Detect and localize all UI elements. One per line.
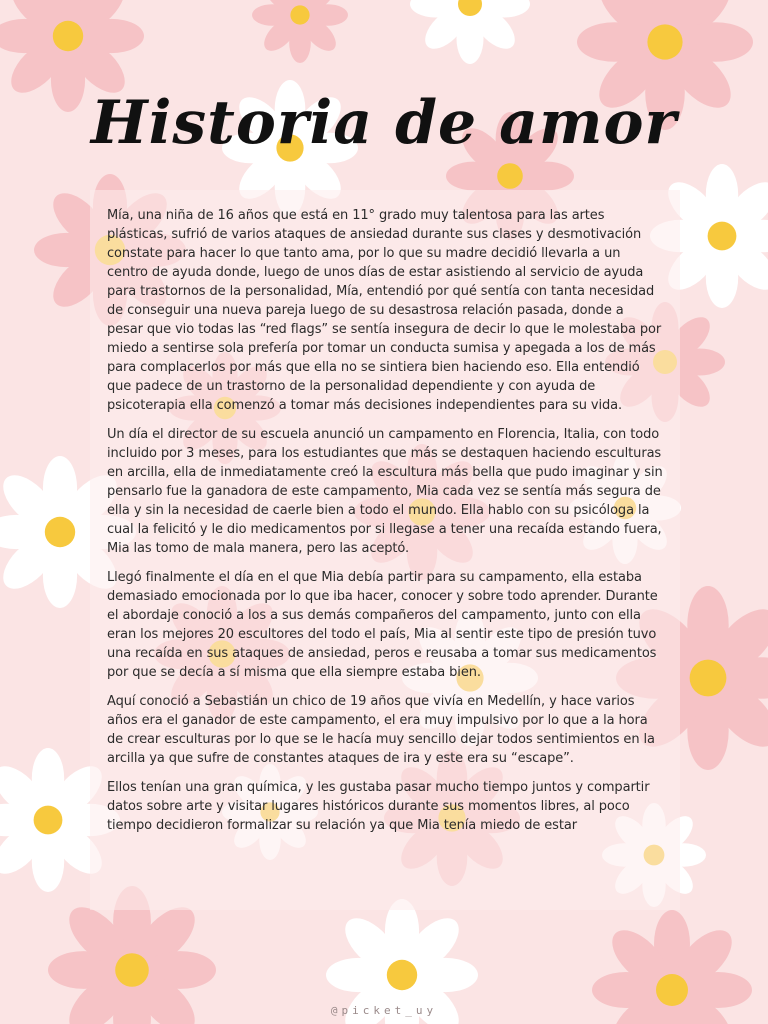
story-body: [107, 206, 663, 845]
page-title: Historia de amor: [90, 88, 678, 158]
watermark-handle: @picket_uy: [330, 1004, 438, 1017]
paragraph: Aquí conoció a Sebastián un chico de 19 años que vivía en Medellín, y hace varios años era el ganador de este campamento, el era muy impulsivo por lo que a la hora de crear esculturas por lo que se le hacía muy sencillo dejar todos sentimientos en la arcilla ya que sufre de constantes ataques de ira y este era su “escape”.: [107, 694, 655, 766]
paragraph: Un día el director de su escuela anunció un campamento en Florencia, Italia, con todo incluido por 3 meses, para los estudiantes que más se destaquen haciendo esculturas en arcilla, ella de inmediatamente creó la escultura más bella que pudo imaginar y sin pensarlo fue la ganadora de este campamento, Mia cada vez se sentía más segura de ella y sin la necesidad de caerle bien a todo el mundo. Ella hablo con su psicóloga la cual la felicitó y le dio medicamentos por si llegase a tener una recaída estando fuera, Mia las tomo de mala manera, pero las aceptó.: [107, 427, 663, 556]
paragraph: Ellos tenían una gran química, y les gustaba pasar mucho tiempo juntos y compartir datos sobre arte y visitar lugares históricos durante sus momentos libres, al poco tiempo decidieron formalizar su relación ya que Mia tenía miedo de estar: [107, 780, 650, 833]
paragraph: Mía, una niña de 16 años que está en 11° grado muy talentosa para las artes plásticas, sufrió de varios ataques de ansiedad durante sus clases y desmotivación constate para hacer lo que tanto ama, por lo que su madre decidió llevarla a un centro de ayuda donde, luego de unos días de estar asistiendo al servicio de ayuda para trastornos de la personalidad, Mía, entendió por qué sentía con tanta necesidad de conseguir una nueva pareja luego de su desastrosa relación pasada, donde a pesar que vio todas las “red flags” se sentía insegura de decir lo que le molestaba por miedo a sentirse sola prefería por tomar un conducta sumisa y apegada a los de más para complacerlos por más que ella no se sintiera bien haciendo eso. Ella entendió que padece de un trastorno de la personalidad dependiente y con ayuda de psicoterapia ella comenzó a tomar más decisiones independientes para su vida.: [107, 208, 662, 413]
paragraph: Llegó finalmente el día en el que Mia debía partir para su campamento, ella estaba demasiado emocionada por lo que iba hacer, conocer y sobre todo aprender. Durante el abordaje conoció a los a sus demás compañeros del campamento, junto con ella eran los mejores 20 escultores del todo el país, Mia al sentir este tipo de presión tuvo una recaída en sus ataques de ansiedad, peros e reusaba a tomar sus medicamentos por que se decía a sí misma que ella siempre estaba bien.: [107, 570, 658, 680]
